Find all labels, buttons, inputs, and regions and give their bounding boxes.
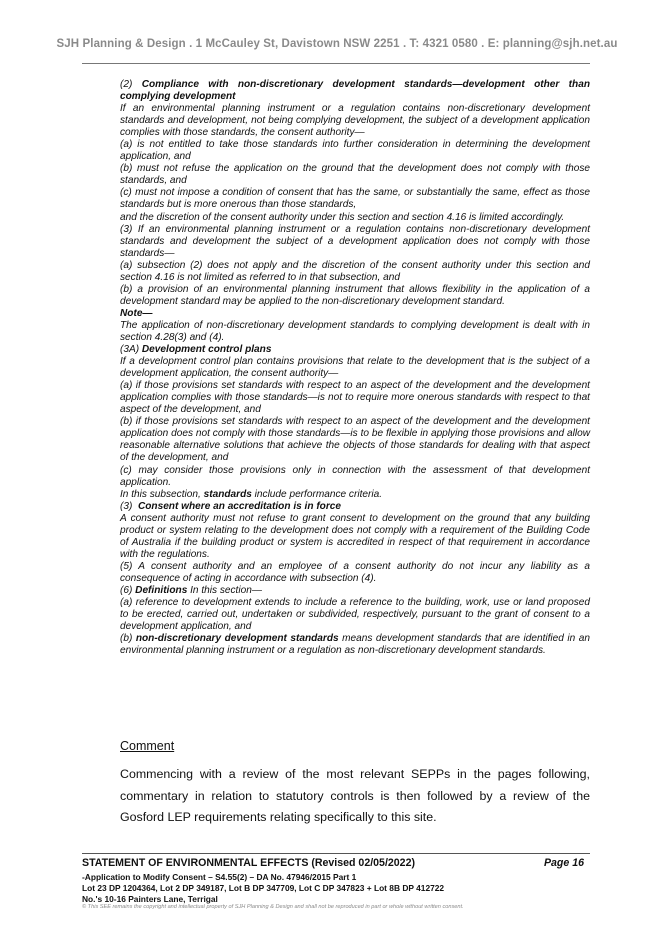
note-heading: Note— — [120, 307, 153, 319]
footer-title: STATEMENT OF ENVIRONMENTAL EFFECTS (Revised 02/05/2022) — [82, 857, 415, 869]
section-3a-intro: If a development control plan contains provisions that relate to the development that is the subject of a development application, the consent authority— — [120, 356, 590, 380]
section-2-heading: (2) Compliance with non-discretionary development standards—development other than complying development — [120, 79, 590, 103]
section-3-a: (a) subsection (2) does not apply and the discretion of the consent authority under this section and section 4.16 is not limited as referred to in that subsection, and — [120, 259, 590, 283]
section-3a-c: (c) may consider those provisions only in connection with the assessment of that development application. — [120, 464, 590, 488]
section-3-intro: (3) If an environmental planning instrument or a regulation contains non-discretionary development standards and development the subject of a development application does not comply with those standards— — [120, 223, 590, 259]
section-3a-heading: (3A) Development control plans — [120, 344, 272, 356]
copyright-notice: © This SEE remains the copyright and intellectual property of SJH Planning & Design and shall not be reproduced in part or whole without written consent. — [82, 904, 464, 910]
footer-address: No.'s 10-16 Painters Lane, Terrigal — [82, 894, 218, 904]
footer-lots: Lot 23 DP 1204364, Lot 2 DP 349187, Lot B DP 347709, Lot C DP 347823 + Lot 8B DP 412722 — [82, 883, 445, 893]
accreditation-text: A consent authority must not refuse to grant consent to development on the ground that any building product or system relating to the development does not comply with a requirement of the Building Code of Australia if the building product or system is accredited in respect of that requirement in accordance with the regulations. — [120, 512, 590, 560]
footer-divider — [82, 853, 590, 854]
definitions-heading: (6) Definitions In this section— — [120, 584, 262, 596]
comment-text: Commencing with a review of the most relevant SEPPs in the pages following, commentary in relation to statutory controls is then followed by a review of the Gosford LEP requirements relating specifically to this site. — [120, 767, 590, 824]
section-3-b: (b) a provision of an environmental planning instrument that allows flexibility in the application of a development standard may be applied to the non-discretionary development standard. — [120, 283, 590, 307]
section-3a-b: (b) if those provisions set standards with respect to an aspect of the development and the development application does not comply with those standards—is to be flexible in applying those provisions and allow reasonable alternative solutions that achieve the objects of those standards for dealing with that aspect of the development, and — [120, 416, 590, 464]
definitions-a: (a) reference to development extends to include a reference to the building, work, use or land proposed to be erected, carried out, undertaken or subdivided, respectively, pursuant to the grant of consent to a development application, and — [120, 597, 590, 633]
page-header: SJH Planning & Design . 1 McCauley St, Davistown NSW 2251 . T: 4321 0580 . E: planning@sjh.net.au — [56, 38, 618, 50]
header-divider — [82, 63, 590, 64]
note-text: The application of non-discretionary development standards to complying development is dealt with in section 4.28(3) and (4). — [120, 319, 590, 343]
section-3a-close: In this subsection, standards include performance criteria. — [120, 488, 383, 500]
section-2-intro: If an environmental planning instrument or a regulation contains non-discretionary development standards and development, not being complying development, the subject of a development application complies with those standards, the consent authority— — [120, 103, 590, 139]
legislation-extract — [120, 79, 590, 657]
section-3a-a: (a) if those provisions set standards with respect to an aspect of the development and the development application complies with those standards—is not to require more onerous standards with respect to that aspect of the development, and — [120, 380, 590, 416]
comment-heading: Comment — [120, 739, 175, 753]
section-2-close: and the discretion of the consent authority under this section and section 4.16 is limited accordingly. — [120, 211, 565, 223]
page-number: Page 16 — [543, 857, 584, 869]
accreditation-heading: (3) Consent where an accreditation is in force — [120, 500, 342, 512]
section-2-b: (b) must not refuse the application on the ground that the development does not comply with those standards, and — [120, 163, 590, 187]
definitions-b: (b) non-discretionary development standards means development standards that are identified in an environmental planning instrument or a regulation as non-discretionary development standards. — [120, 633, 590, 657]
footer-application: -Application to Modify Consent – S4.55(2) – DA No. 47946/2015 Part 1 — [82, 872, 357, 882]
section-2-c: (c) must not impose a condition of consent that has the same, or substantially the same, effect as those standards but is more onerous than those standards, — [120, 187, 590, 211]
section-5-text: (5) A consent authority and an employee of a consent authority do not incur any liability as a consequence of acting in accordance with subsection (4). — [120, 560, 590, 584]
section-2-a: (a) is not entitled to take those standards into further consideration in determining the development application, and — [120, 139, 590, 163]
